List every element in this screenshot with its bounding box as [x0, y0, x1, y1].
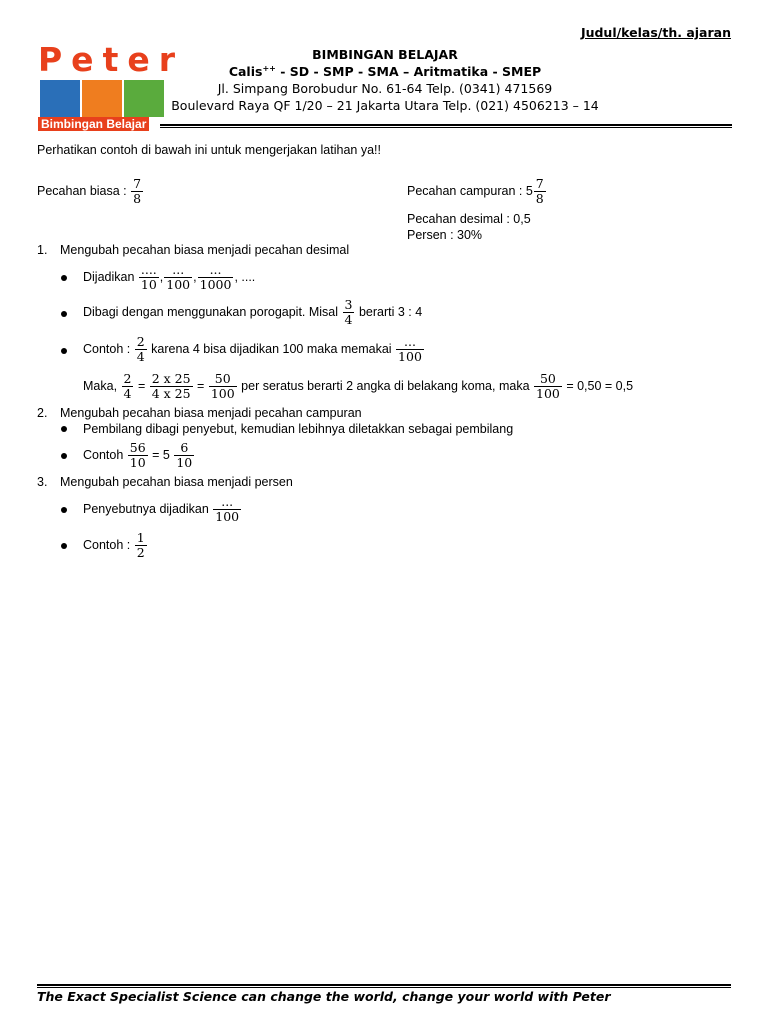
bullet-icon — [61, 453, 67, 459]
example-biasa-label: Pecahan biasa : — [37, 183, 131, 198]
example-pecahan-campuran — [407, 177, 547, 206]
section-1-title: Mengubah pecahan biasa menjadi pecahan desimal — [60, 243, 350, 257]
logo-tile-orange — [82, 80, 122, 117]
s2-bullet-2 — [83, 441, 195, 470]
s1-b3-fraction-1 — [135, 335, 147, 364]
example-pecahan-biasa — [37, 177, 144, 206]
s1-b2-label: Dibagi dengan menggunakan porogapit. Misal — [83, 304, 342, 319]
fraction-denominator: 4 — [136, 349, 145, 364]
bullet-icon — [61, 311, 67, 317]
s1-maka-fraction-4 — [534, 372, 562, 401]
bullet-icon — [61, 275, 67, 281]
s1-maka-mid: per seratus berarti 2 angka di belakang koma, maka — [237, 378, 533, 393]
s1-b3-label: Contoh : — [83, 341, 134, 356]
fraction-denominator: 100 — [210, 386, 235, 401]
logo-subtitle: Bimbingan Belajar — [38, 117, 149, 131]
fraction-numerator: 3 — [344, 297, 353, 312]
bullet-icon — [61, 348, 67, 354]
s1-b1-sep-2: , — [193, 269, 197, 284]
fraction-numerator: 2 — [136, 334, 145, 349]
s1-maka-fraction-1 — [122, 372, 134, 401]
section-3-title: Mengubah pecahan biasa menjadi persen — [60, 475, 293, 489]
fraction-numerator: 1 — [136, 530, 145, 545]
example-persen: Persen : 30% — [407, 228, 483, 242]
header-line-2-sup: ++ — [262, 64, 276, 73]
intro-text: Perhatikan contoh di bawah ini untuk mengerjakan latihan ya!! — [37, 143, 381, 157]
s3-b1-label: Penyebutnya dijadikan — [83, 501, 213, 516]
fraction-numerator: ... — [221, 494, 234, 509]
s1-b1-label: Dijadikan — [83, 269, 138, 284]
s3-b1-fraction — [213, 495, 241, 524]
s2-b2-fraction-2 — [174, 441, 194, 470]
s1-b1-sep-1: , — [159, 269, 164, 284]
fraction-numerator: ... — [172, 262, 185, 277]
logo-image — [40, 80, 164, 117]
example-campuran-fraction — [534, 177, 546, 206]
s1-maka-label: Maka, — [83, 378, 121, 393]
s2-b2-label: Contoh — [83, 447, 127, 462]
s1-b2-tail: berarti 3 : 4 — [355, 304, 423, 319]
fraction-denominator: 8 — [535, 191, 544, 206]
fraction-denominator: 1000 — [199, 277, 232, 292]
bullet-icon — [61, 507, 67, 513]
s1-bullet-1 — [83, 263, 255, 292]
logo-tile-blue — [40, 80, 80, 117]
fraction-denominator: 10 — [129, 455, 146, 470]
fraction-numerator: 2 x 25 — [151, 371, 191, 386]
s1-b1-fraction-2 — [164, 263, 192, 292]
header-rule-thin — [160, 127, 732, 128]
s2-bullet-1: Pembilang dibagi penyebut, kemudian lebihnya diletakkan sebagai pembilang — [83, 422, 514, 436]
s2-b2-fraction-1 — [128, 441, 148, 470]
fraction-denominator: 8 — [133, 191, 142, 206]
s3-b2-fraction — [135, 531, 147, 560]
fraction-numerator: 56 — [129, 440, 146, 455]
s3-b2-label: Contoh : — [83, 537, 134, 552]
s1-maka-tail: = 0,50 = 0,5 — [562, 378, 634, 393]
fraction-numerator: 2 — [123, 371, 132, 386]
section-3-number: 3. — [37, 475, 48, 489]
section-2-title: Mengubah pecahan biasa menjadi pecahan campuran — [60, 406, 362, 420]
bullet-icon — [61, 426, 67, 432]
header-line-4: Boulevard Raya QF 1/20 – 21 Jakarta Utara Telp. (021) 4506213 – 14 — [171, 98, 599, 113]
s1-b1-fraction-3 — [198, 263, 234, 292]
example-pecahan-desimal: Pecahan desimal : 0,5 — [407, 212, 531, 226]
s1-bullet-3 — [83, 335, 425, 364]
header-line-1: BIMBINGAN BELAJAR — [312, 47, 458, 62]
example-biasa-fraction — [131, 177, 143, 206]
fraction-numerator: 7 — [535, 176, 544, 191]
example-campuran-label: Pecahan campuran : 5 — [407, 183, 533, 198]
fraction-numerator: .... — [140, 262, 157, 277]
s1-maka-fraction-3 — [209, 372, 237, 401]
fraction-denominator: 100 — [536, 386, 560, 401]
fraction-denominator: 10 — [140, 277, 157, 292]
s1-maka-eq-2: = — [193, 378, 208, 393]
fraction-denominator: 100 — [166, 277, 191, 292]
s3-bullet-1 — [83, 495, 242, 524]
section-1-number: 1. — [37, 243, 48, 257]
header-line-3: Jl. Simpang Borobudur No. 61-64 Telp. (0341) 471569 — [217, 81, 553, 96]
fraction-denominator: 4 — [344, 312, 353, 327]
fraction-numerator: ... — [404, 334, 416, 349]
footer-rule — [37, 984, 731, 986]
s3-bullet-2 — [83, 531, 148, 560]
header-rule — [160, 124, 732, 126]
bullet-icon — [61, 543, 67, 549]
s1-b3-fraction-2 — [396, 335, 424, 364]
fraction-denominator: 100 — [215, 509, 240, 524]
footer-text: The Exact Specialist Science can change the world, change your world with Peter — [37, 989, 611, 1004]
s1-b1-fraction-1 — [139, 263, 159, 292]
header-line-2-pre: Calis — [228, 64, 263, 80]
fraction-denominator: 4 — [123, 386, 132, 401]
fraction-denominator: 4 x 25 — [151, 386, 191, 401]
s1-b3-mid: karena 4 bisa dijadikan 100 maka memakai — [147, 341, 396, 356]
s1-bullet-2 — [83, 298, 422, 327]
fraction-numerator: 7 — [133, 176, 142, 191]
s1-maka-fraction-2 — [150, 372, 193, 401]
fraction-denominator: 2 — [136, 545, 145, 560]
header-top-right: Judul/kelas/th. ajaran — [580, 25, 731, 40]
s1-maka-eq-1: = — [134, 378, 149, 393]
header-line-2 — [150, 64, 620, 79]
fraction-numerator: 50 — [539, 371, 556, 386]
logo-word: Peter — [38, 40, 184, 79]
section-2-number: 2. — [37, 406, 48, 420]
fraction-numerator: 50 — [214, 371, 231, 386]
header-line-2-post: - SD - SMP - SMA – Aritmatika - SMEP — [275, 64, 542, 80]
s2-b2-mid: = 5 — [148, 447, 174, 462]
s1-b2-fraction — [343, 298, 355, 327]
fraction-denominator: 100 — [398, 349, 422, 364]
s1-maka-line — [83, 372, 633, 401]
footer-rule-thin — [37, 987, 731, 988]
fraction-denominator: 10 — [176, 455, 193, 470]
fraction-numerator: 6 — [180, 440, 189, 455]
fraction-numerator: ... — [209, 262, 222, 277]
s1-b1-tail: , .... — [234, 269, 256, 284]
